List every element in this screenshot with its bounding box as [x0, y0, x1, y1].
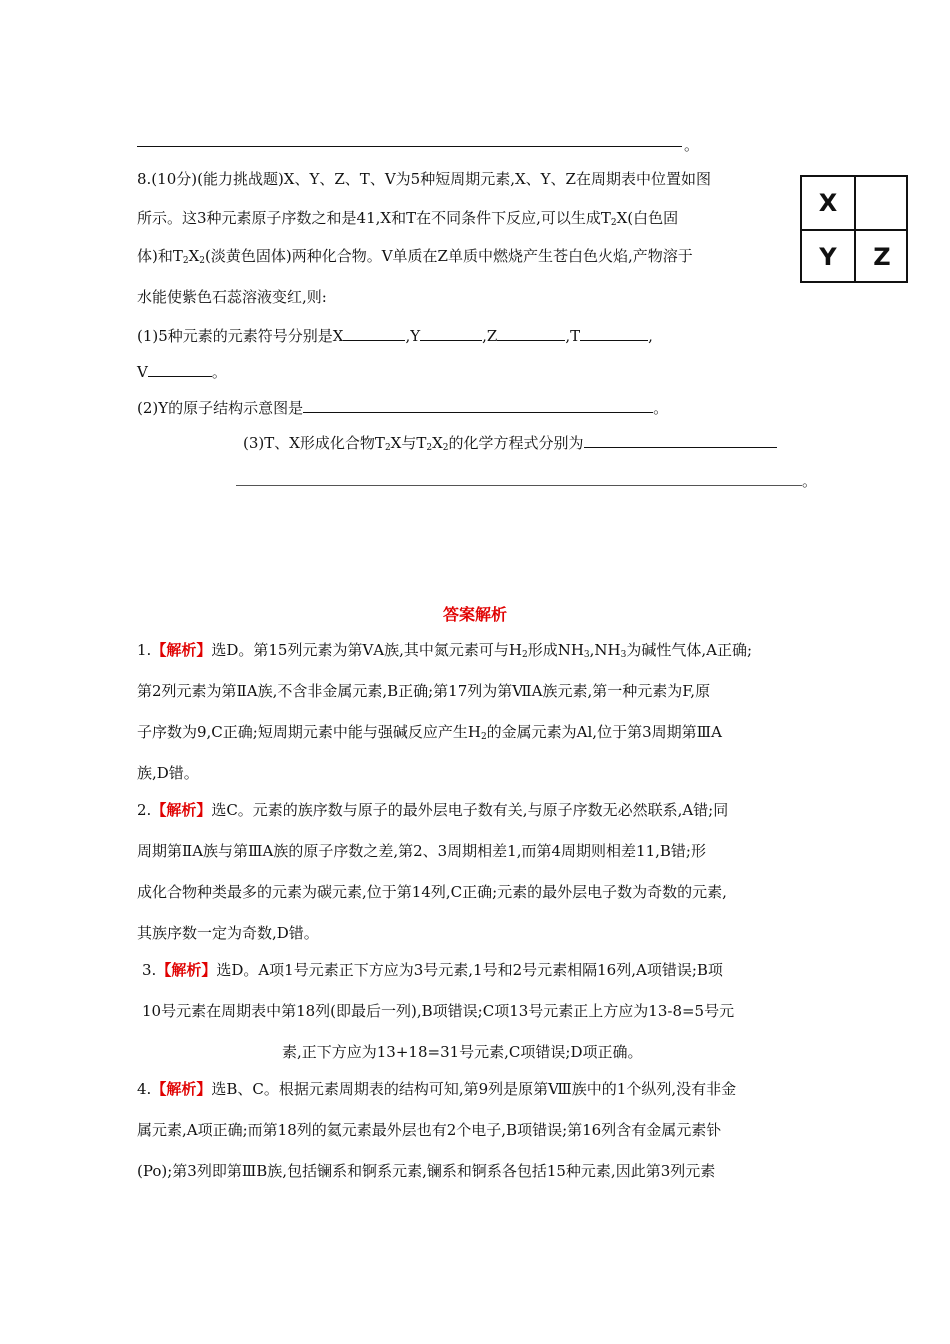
q8-line-1: 8.(10分)(能力挑战题)X、Y、Z、T、V为5种短周期元素,X、Y、Z在周期表中位置如图: [137, 170, 711, 188]
q8-line-2: 所示。这3种元素原子序数之和是41,X和T在不同条件下反应,可以生成$T_2X$(白色固: [137, 209, 679, 228]
answer-3-line-3: 素,正下方应为13+18=31号元素,C项错误;D项正确。: [282, 1043, 643, 1061]
q8-sub-1: (1)5种元素的元素符号分别是X ,Y ,Z ,T ,: [137, 327, 653, 345]
blank-v[interactable]: [148, 362, 212, 377]
answer-1-line-1: 1.【解析】选D。第15列元素为第ⅤA族,其中氮元素可与$H_2$形成$NH_3,NH_3$为碱性气体,A正确;: [137, 641, 753, 660]
blank-x[interactable]: [343, 326, 405, 341]
q8-sub-1-v: V 。: [137, 363, 227, 381]
answer-1-line-2: 第2列元素为第ⅡA族,不含非金属元素,B正确;第17列为第ⅦA族元素,第一种元素为F,原: [137, 682, 711, 700]
blank-equation-1[interactable]: [584, 433, 777, 448]
answer-4-line-3: (Po);第3列即第ⅢB族,包括镧系和锕系元素,镧系和锕系各包括15种元素,因此第3列元素: [137, 1162, 716, 1180]
blank-t[interactable]: [580, 326, 648, 341]
answer-4-line-2: 属元素,A项正确;而第18列的氦元素最外层也有2个电子,B项错误;第16列含有金属元素钋: [137, 1121, 722, 1139]
answer-2-line-3: 成化合物种类最多的元素为碳元素,位于第14列,C正确;元素的最外层电子数为奇数的元素,: [137, 883, 727, 901]
q8-sub-3-end: 。: [802, 472, 818, 490]
q8-sub-2: (2)Y的原子结构示意图是 。: [137, 399, 669, 417]
answer-line-top: [137, 146, 682, 147]
answer-4-line-1: 4.【解析】选B、C。根据元素周期表的结构可知,第9列是原第Ⅷ族中的1个纵列,没有非金: [137, 1080, 737, 1098]
answer-2-line-1: 2.【解析】选C。元素的族序数与原子的最外层电子数有关,与原子序数无必然联系,A错;同: [137, 801, 729, 819]
blank-structure-diagram[interactable]: [303, 398, 653, 413]
answer-1-line-3: 子序数为9,C正确;短周期元素中能与强碱反应产生$H_2$的金属元素为Al,位于第3周期第ⅢA: [137, 723, 722, 742]
table-cell-z: Z: [873, 243, 891, 271]
periodic-table-figure: [800, 175, 908, 283]
q8-sub-3: (3)T、X形成化合物$T_2X$与$T_2X_2$的化学方程式分别为: [243, 432, 777, 453]
answer-2-line-2: 周期第ⅡA族与第ⅢA族的原子序数之差,第2、3周期相差1,而第4周期则相差11,B错;形: [137, 842, 706, 860]
q8-line-3: 体)和$T_2X_2$(淡黄色固体)两种化合物。V单质在Z单质中燃烧产生苍白色火焰,产物溶于: [137, 247, 693, 266]
answer-2-line-4: 其族序数一定为奇数,D错。: [137, 924, 319, 942]
answer-1-line-4: 族,D错。: [137, 764, 199, 782]
answer-3-line-1: 3.【解析】选D。A项1号元素正下方应为3号元素,1号和2号元素相隔16列,A项错误;B项: [142, 961, 723, 979]
answers-title: 答案解析: [442, 605, 507, 624]
answer-3-line-2: 10号元素在周期表中第18列(即最后一列),B项错误;C项13号元素正上方应为13-8=5号元: [142, 1002, 735, 1020]
blank-equation-2[interactable]: [236, 485, 802, 486]
answer-line-top-end: 。: [684, 136, 700, 154]
blank-y[interactable]: [420, 326, 482, 341]
table-cell-x: X: [818, 189, 838, 217]
q8-line-4: 水能使紫色石蕊溶液变红,则:: [137, 288, 327, 306]
table-cell-y: Y: [819, 243, 837, 271]
blank-z[interactable]: [497, 326, 565, 341]
